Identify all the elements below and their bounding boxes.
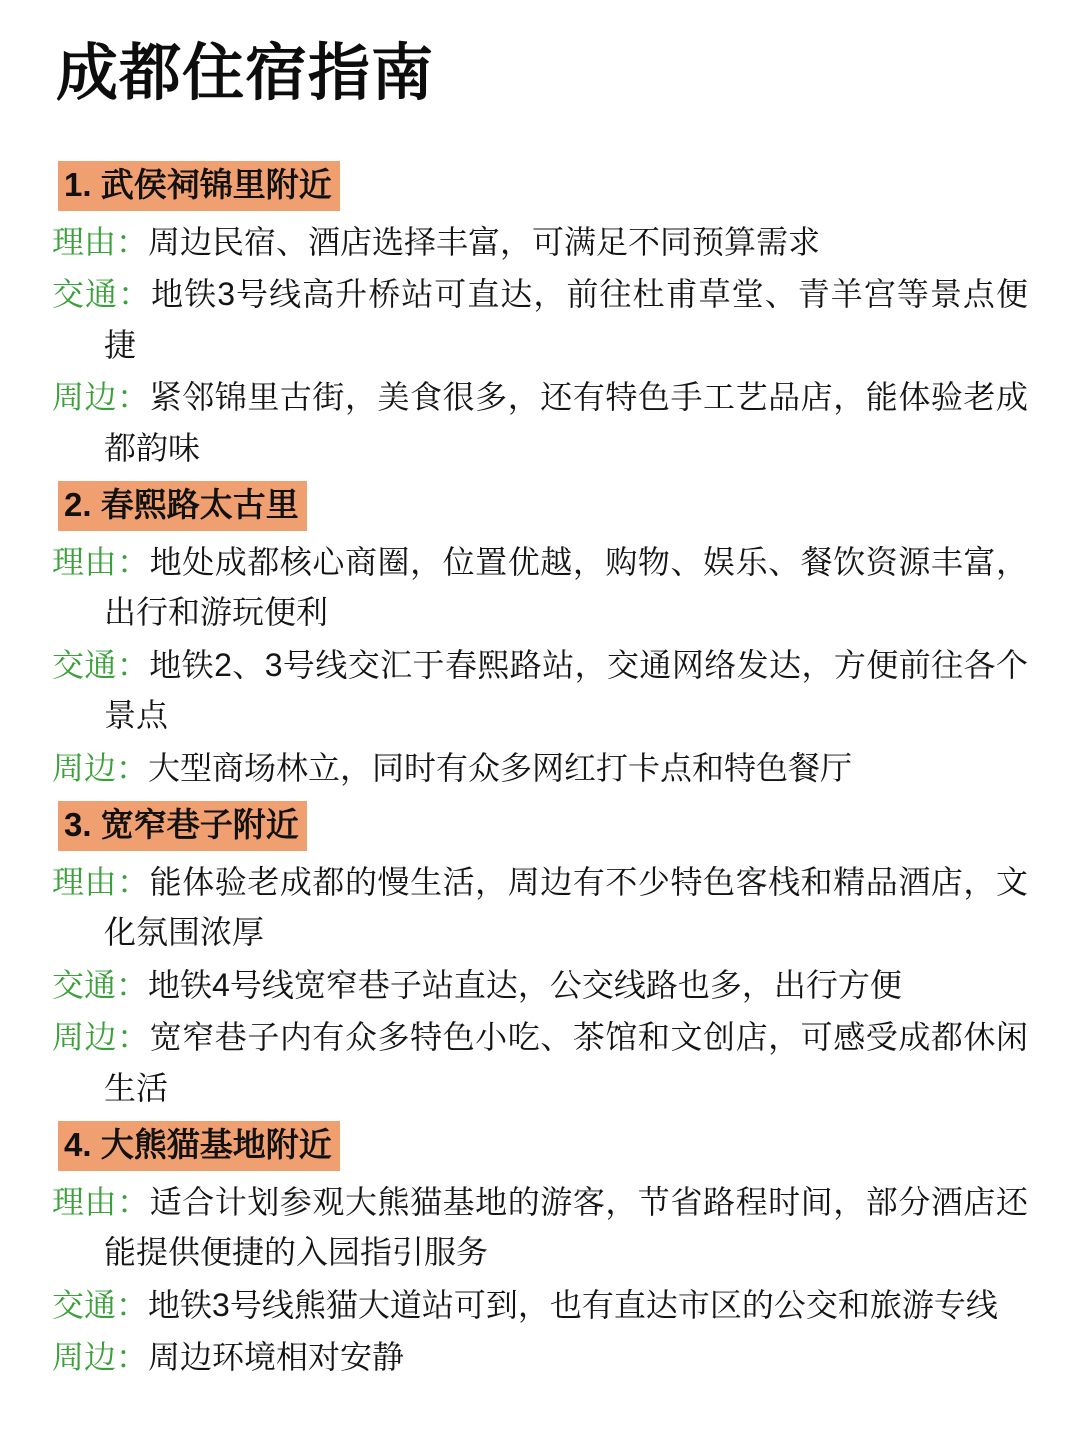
row-colon: ： <box>117 1019 150 1056</box>
row-text: 周边民宿、酒店选择丰富，可满足不同预算需求 <box>148 223 821 260</box>
row-colon: ： <box>116 223 149 260</box>
section-heading: 2. 春熙路太古里 <box>58 481 307 530</box>
section-heading: 4. 大熊猫基地附近 <box>58 1121 340 1170</box>
row-text: 地处成都核心商圈，位置优越，购物、娱乐、餐饮资源丰富，出行和游玩便利 <box>104 543 1028 631</box>
row-text: 宽窄巷子内有众多特色小吃、茶馆和文创店，可感受成都休闲生活 <box>104 1019 1028 1106</box>
row-label: 周边 <box>52 379 118 416</box>
section-3-row-surroundings <box>52 1012 1028 1113</box>
section-4-row-surroundings <box>52 1332 1028 1383</box>
row-label: 理由 <box>52 223 117 260</box>
row-colon: ： <box>117 1183 150 1220</box>
section-4 <box>52 1115 1028 1382</box>
row-text: 紧邻锦里古街，美食很多，还有特色手工艺品店，能体验老成都韵味 <box>104 379 1028 466</box>
section-3-row-transport <box>52 960 1028 1011</box>
page-title: 成都住宿指南 <box>56 39 435 108</box>
row-colon: ： <box>117 863 150 900</box>
row-text: 大型商场林立，同时有众多网红打卡点和特色餐厅 <box>148 749 853 786</box>
row-label: 理由 <box>52 543 118 580</box>
row-text: 地铁3号线熊猫大道站可到，也有直达市区的公交和旅游专线 <box>148 1286 998 1323</box>
row-label: 交通 <box>52 966 117 1003</box>
row-label: 周边 <box>52 1019 118 1056</box>
row-colon: ： <box>117 379 150 416</box>
row-colon: ： <box>118 276 152 313</box>
row-label: 交通 <box>52 646 117 683</box>
row-colon: ： <box>117 543 150 580</box>
row-text: 周边环境相对安静 <box>148 1339 405 1376</box>
row-text: 地铁4号线宽窄巷子站直达，公交线路也多，出行方便 <box>148 966 902 1003</box>
row-colon: ： <box>116 1339 149 1376</box>
row-text: 地铁2、3号线交汇于春熙路站，交通网络发达，方便前往各个景点 <box>104 646 1028 734</box>
row-text: 能体验老成都的慢生活，周边有不少特色客栈和精品酒店，文化氛围浓厚 <box>104 863 1028 951</box>
row-text: 地铁3号线高升桥站可直达，前往杜甫草堂、青羊宫等景点便捷 <box>104 276 1028 363</box>
section-3 <box>52 795 1028 1113</box>
section-1-row-reason <box>52 217 1028 268</box>
row-text: 适合计划参观大熊猫基地的游客，节省路程时间，部分酒店还能提供便捷的入园指引服务 <box>104 1183 1028 1271</box>
section-2-row-reason <box>52 537 1028 638</box>
row-label: 理由 <box>52 1183 118 1220</box>
row-colon: ： <box>116 646 150 683</box>
row-label: 理由 <box>52 863 118 900</box>
section-heading: 1. 武侯祠锦里附近 <box>58 161 340 210</box>
section-1-row-transport <box>52 269 1028 370</box>
section-2-row-transport <box>52 640 1028 741</box>
row-colon: ： <box>116 966 149 1003</box>
row-label: 周边 <box>52 749 117 786</box>
row-label: 交通 <box>52 276 119 313</box>
row-label: 交通 <box>52 1286 117 1323</box>
section-1 <box>52 155 1028 473</box>
section-1-row-surroundings <box>52 372 1028 473</box>
section-2-row-surroundings <box>52 743 1028 794</box>
section-2 <box>52 475 1028 793</box>
section-4-row-transport <box>52 1280 1028 1331</box>
row-colon: ： <box>116 1286 149 1323</box>
section-4-row-reason <box>52 1177 1028 1278</box>
section-3-row-reason <box>52 857 1028 958</box>
section-heading: 3. 宽窄巷子附近 <box>58 801 307 850</box>
row-colon: ： <box>116 749 149 786</box>
row-label: 周边 <box>52 1339 117 1376</box>
